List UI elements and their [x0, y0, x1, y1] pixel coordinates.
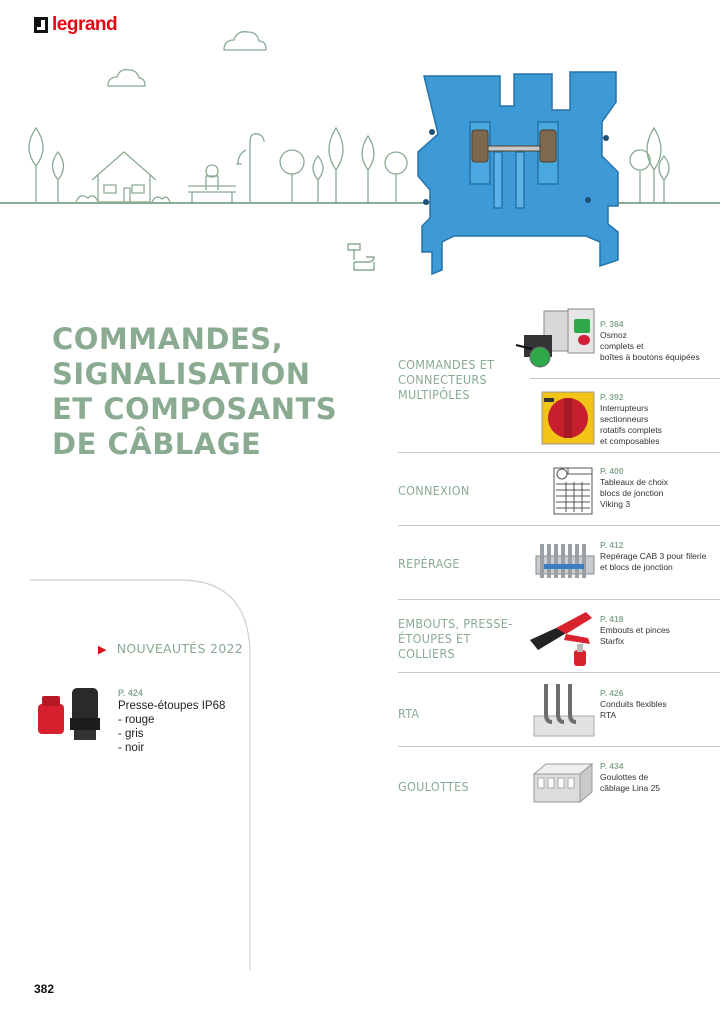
legrand-wordmark: legrand	[52, 14, 118, 35]
page-title	[52, 322, 382, 462]
category-connexion: CONNEXION	[398, 483, 470, 498]
entry-page: P. 392	[600, 392, 624, 402]
entry-desc: Repérage CAB 3 pour filerie et blocs de jonction	[600, 551, 707, 572]
entry-page: P. 412	[600, 540, 624, 550]
page-number: 382	[34, 982, 55, 996]
play-triangle-icon: ▶	[98, 643, 107, 656]
entry-p434[interactable]	[600, 761, 715, 794]
news-heading	[98, 641, 243, 656]
tree-icon	[53, 152, 64, 202]
entry-desc: Tableaux de choix blocs de jonction Viking 3	[600, 477, 669, 509]
title-line: DE CÂBLAGE	[52, 427, 262, 461]
entry-page: P. 384	[600, 319, 624, 329]
cloud-icon	[224, 32, 266, 50]
tree-icon	[313, 156, 323, 202]
news-variant: - rouge	[118, 714, 155, 726]
crimping-pliers-image	[526, 606, 596, 668]
news-product-name: Presse-étoupes IP68	[118, 700, 226, 712]
category-embouts: EMBOUTS, PRESSE- ÉTOUPES ET COLLIERS	[398, 616, 513, 661]
entry-page: P. 418	[600, 614, 624, 624]
news-panel-outline	[30, 576, 260, 972]
title-line: SIGNALISATION	[52, 357, 311, 391]
entry-desc: Interrupteurs sectionneurs rotatifs complets et composables	[600, 403, 662, 446]
selection-table-icon	[550, 462, 596, 516]
tree-icon	[280, 150, 304, 202]
entry-page: P. 434	[600, 761, 624, 771]
trunking-image	[530, 760, 596, 806]
landscape-illustration	[0, 20, 420, 210]
entry-desc: Conduits flexibles RTA	[600, 699, 667, 720]
divider	[398, 672, 720, 673]
divider	[398, 746, 720, 747]
entry-p426[interactable]	[600, 688, 715, 721]
category-commandes: COMMANDES ET CONNECTEURS MULTIPÔLES	[398, 357, 495, 402]
entry-p400[interactable]	[600, 466, 715, 510]
news-variant: - noir	[118, 742, 145, 754]
category-rta: RTA	[398, 706, 420, 721]
push-button-image	[514, 305, 598, 371]
entry-page: P. 426	[600, 688, 624, 698]
tree-icon	[659, 156, 669, 202]
news-product[interactable]	[118, 687, 225, 755]
tree-icon	[29, 128, 43, 202]
divider	[398, 599, 720, 600]
divider	[530, 378, 720, 379]
category-reperage: REPÉRAGE	[398, 556, 460, 571]
entry-desc: Osmoz complets et boîtes à boutons équipées	[600, 330, 700, 362]
flexible-conduit-image	[532, 682, 596, 738]
entry-p392[interactable]	[600, 392, 715, 447]
marking-image	[534, 536, 596, 586]
bench-icon	[188, 165, 236, 202]
rotary-switch-image	[540, 390, 596, 446]
news-page: P. 424	[118, 688, 143, 698]
hand-tool-icon	[344, 240, 380, 274]
news-variant: - gris	[118, 728, 144, 740]
lamp-icon	[236, 134, 264, 202]
news-heading-label: NOUVEAUTÉS 2022	[116, 641, 244, 656]
cable-gland-image	[34, 682, 104, 744]
title-line: ET COMPOSANTS	[52, 392, 338, 426]
title-line: COMMANDES,	[52, 322, 284, 356]
tree-icon	[329, 128, 343, 202]
category-goulottes: GOULOTTES	[398, 779, 469, 794]
divider	[398, 452, 720, 453]
entry-p384[interactable]	[600, 319, 715, 363]
entry-desc: Goulottes de câblage Lina 25	[600, 772, 661, 793]
entry-p418[interactable]	[600, 614, 715, 647]
entry-desc: Embouts et pinces Starfix	[600, 625, 670, 646]
entry-page: P. 400	[600, 466, 624, 476]
house-icon	[92, 152, 156, 202]
divider	[398, 525, 720, 526]
cloud-icon	[108, 70, 145, 86]
tree-icon	[362, 136, 374, 202]
blue-terminal-block-image	[398, 62, 644, 276]
entry-p412[interactable]	[600, 540, 715, 573]
